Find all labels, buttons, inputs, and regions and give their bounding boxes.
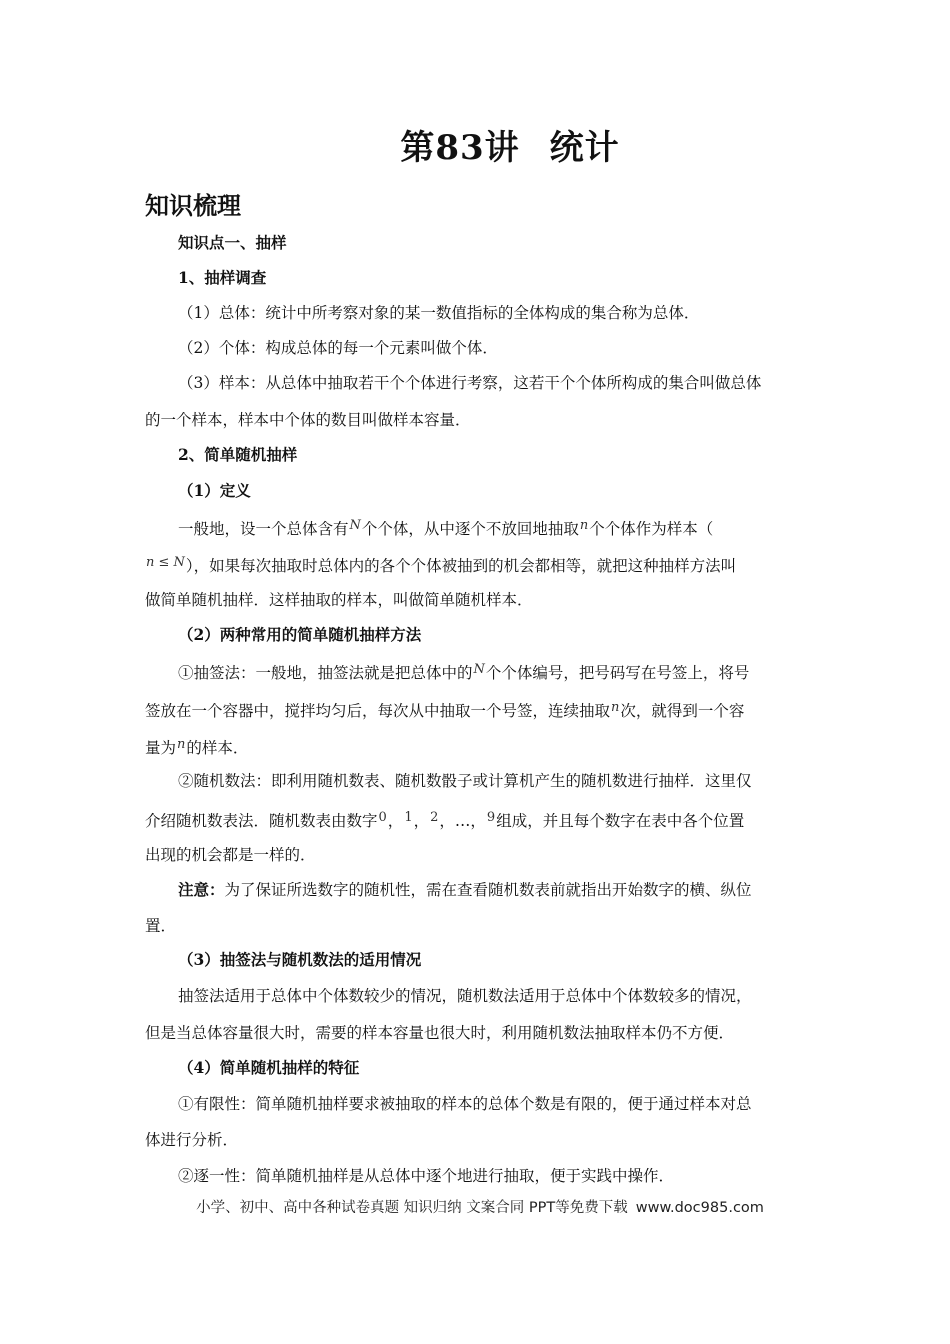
random-number-line2 xyxy=(145,808,810,831)
math-symbol: n xyxy=(177,737,186,752)
math-digit: 1 xyxy=(404,810,413,825)
separator: ， xyxy=(439,812,455,830)
math-symbol: n xyxy=(611,700,620,715)
paragraph-sample-line1: （3）样本：从总体中抽取若干个个体进行考察，这若干个个体所构成的集合叫做总体 xyxy=(178,374,762,392)
lottery-line3 xyxy=(145,735,810,758)
lottery-line1 xyxy=(178,660,843,683)
text: 次，就得到一个容 xyxy=(620,702,745,720)
math-symbol: n ≤ N xyxy=(146,555,185,570)
section-heading: 知识梳理 xyxy=(145,191,241,220)
subsubsection-heading: （4）简单随机抽样的特征 xyxy=(178,1058,360,1077)
text: 组成，并且每个数字在表中各个位置 xyxy=(496,812,745,830)
math-symbol: N xyxy=(473,662,485,677)
subsection-heading: 2、简单随机抽样 xyxy=(178,445,298,464)
subsection-heading: 1、抽样调查 xyxy=(178,268,267,287)
page-footer xyxy=(0,1196,950,1217)
subsubsection-heading: （2）两种常用的简单随机抽样方法 xyxy=(178,625,422,644)
random-number-line3: 出现的机会都是一样的． xyxy=(145,846,316,864)
math-symbol: N xyxy=(349,518,361,533)
feature-finiteness-line1: ①有限性：简单随机抽样要求被抽取的样本的总体个数是有限的，便于通过样本对总 xyxy=(178,1095,752,1113)
random-number-line1: ②随机数法：即利用随机数表、随机数骰子或计算机产生的随机数进行抽样．这里仅 xyxy=(178,772,752,790)
math-symbol: n xyxy=(579,518,589,533)
note-line2: 置． xyxy=(145,917,177,935)
math-digit: 0 xyxy=(378,810,387,825)
text: 一般地，设一个总体含有 xyxy=(178,520,349,538)
usage-line2: 但是当总体容量很大时，需要的样本容量也很大时，利用随机数法抽取样本仍不方便． xyxy=(145,1024,735,1042)
feature-finiteness-line2: 体进行分析． xyxy=(145,1131,239,1149)
definition-line2 xyxy=(145,553,810,576)
page-title xyxy=(0,120,950,169)
paragraph-individual: （2）个体：构成总体的每一个元素叫做个体． xyxy=(178,339,498,357)
math-digit: 2 xyxy=(430,810,439,825)
paragraph-population: （1）总体：统计中所考察对象的某一数值指标的全体构成的集合称为总体． xyxy=(178,304,700,322)
title-lecture-number: 第83讲 xyxy=(400,128,520,168)
lottery-line2 xyxy=(145,698,810,721)
separator: ， xyxy=(470,812,486,830)
definition-line1 xyxy=(178,516,843,539)
math-digit: 9 xyxy=(486,810,496,825)
subsubsection-heading: （3）抽签法与随机数法的适用情况 xyxy=(178,950,422,969)
text: 签放在一个容器中，搅拌均匀后，每次从中抽取一个号签，连续抽取 xyxy=(145,702,611,720)
title-topic: 统计 xyxy=(549,128,620,168)
separator: ， xyxy=(387,812,404,830)
note-line1 xyxy=(178,880,843,900)
text: 个个体编号，把号码写在号签上，将号 xyxy=(485,664,750,682)
text: ），如果每次抽取时总体内的各个个体被抽到的机会都相等，就把这种抽样方法叫 xyxy=(185,557,737,575)
subsubsection-heading: （1）定义 xyxy=(178,481,251,500)
knowledge-point-heading: 知识点一、抽样 xyxy=(178,233,287,252)
text: 量为 xyxy=(145,739,177,757)
separator: ， xyxy=(413,812,430,830)
text: 介绍随机数表法．随机数表由数字 xyxy=(145,812,378,830)
feature-one-by-one: ②逐一性：简单随机抽样是从总体中逐个地进行抽取，便于实践中操作． xyxy=(178,1167,675,1185)
footer-text: 小学、初中、高中各种试卷真题 知识归纳 文案合同 PPT等免费下载 xyxy=(196,1200,628,1216)
text: 个个体作为样本（ xyxy=(589,520,714,538)
note-label: 注意： xyxy=(178,880,225,899)
ellipsis: … xyxy=(454,812,471,830)
usage-line1: 抽签法适用于总体中个体数较少的情况，随机数法适用于总体中个体数较多的情况， xyxy=(178,987,752,1005)
text: 为了保证所选数字的随机性，需在查看随机数表前就指出开始数字的横、纵位 xyxy=(224,881,752,899)
definition-line3: 做简单随机抽样．这样抽取的样本，叫做简单随机样本． xyxy=(145,591,533,609)
text: 个个体，从中逐个不放回地抽取 xyxy=(361,520,579,538)
text: ①抽签法：一般地，抽签法就是把总体中的 xyxy=(178,664,473,682)
text: 的样本． xyxy=(186,739,249,757)
footer-url: www.doc985.com xyxy=(635,1200,764,1216)
paragraph-sample-line2: 的一个样本，样本中个体的数目叫做样本容量． xyxy=(145,411,471,429)
